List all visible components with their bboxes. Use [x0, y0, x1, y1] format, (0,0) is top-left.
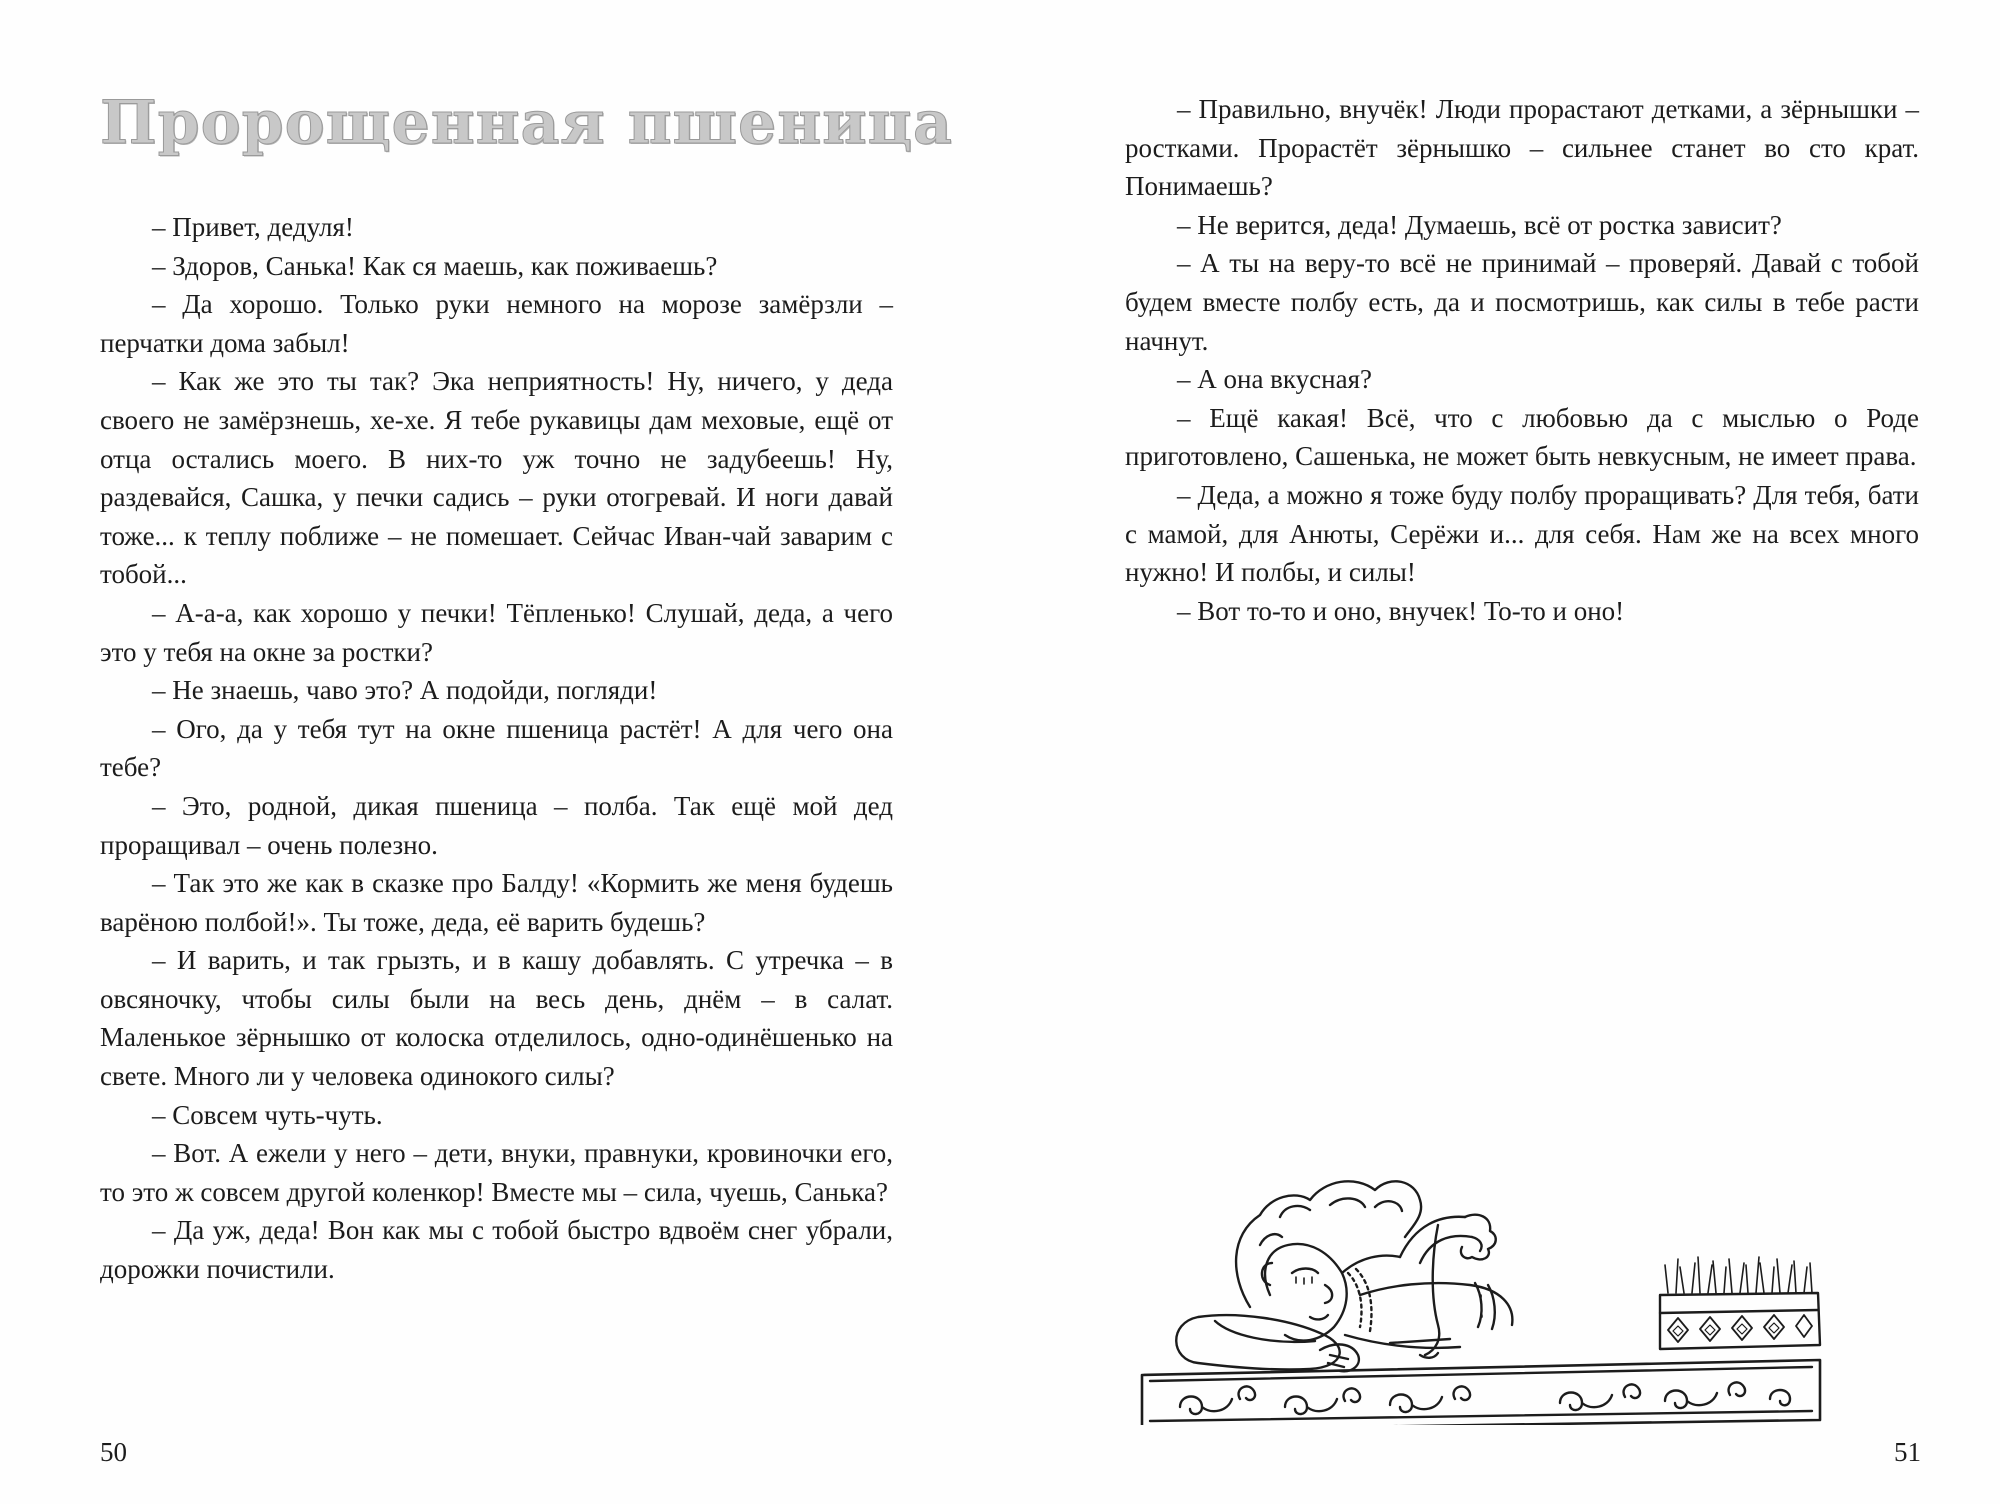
- chapter-title: Пророщенная пшеница: [100, 88, 953, 158]
- paragraph: – Как же это ты так? Эка неприятность! Ну, ничего, у деда своего не замёрзнешь, хе-хе. Я тебе рукавицы дам меховые, ещё от отца остались моего. В них-то уж точно не задубеешь! Ну, раздевайся, Сашка, у печки садись – руки отогревай. И ноги давай тоже... к теплу поближе – не помешает. Сейчас Иван-чай заварим с тобой...: [100, 366, 893, 590]
- right-page: [1000, 0, 2000, 1504]
- boy-sleeping-on-stove-icon: [1120, 1145, 1920, 1425]
- paragraph: – Вот то-то и оно, внучек! То-то и оно!: [1177, 595, 1625, 626]
- paragraph: – И варить, и так грызть, и в кашу добавлять. С утречка – в овсяночку, чтобы силы были на весь день, днём – в салат. Маленькое зёрнышко от колоска отделилось, одно-одинёшенько на свете. Много ли у человека одинокого силы?: [100, 945, 893, 1092]
- paragraph: – Да уж, деда! Вон как мы с тобой быстро вдвоём снег убрали, дорожки почистили.: [100, 1215, 893, 1285]
- paragraph: – Так это же как в сказке про Балду! «Кормить же меня будешь варёною полбой!». Ты тоже, деда, её варить будешь?: [100, 868, 893, 937]
- paragraph: – Ещё какая! Всё, что с любовью да с мыслью о Роде приготовлено, Сашенька, не может быть невкусным, не имеет права.: [1125, 402, 1919, 472]
- paragraph: – Не верится, деда! Думаешь, всё от ростка зависит?: [1177, 209, 1782, 240]
- left-page-text: [100, 208, 893, 1289]
- paragraph: – А ты на веру-то всё не принимай – проверяй. Давай с тобой будем вместе полбу есть, да и посмотришь, как силы в тебе расти начнут.: [1125, 248, 1919, 356]
- paragraph: – А она вкусная?: [1177, 364, 1372, 395]
- paragraph: – Здоров, Санька! Как ся маешь, как поживаешь?: [152, 250, 718, 281]
- pillow: [1176, 1315, 1339, 1369]
- paragraph: – Деда, а можно я тоже буду полбу проращивать? Для тебя, бати с мамой, для Анюты, Серёжи и... для себя. Нам же на всех много нужно! И полбы, и силы!: [1125, 479, 1919, 588]
- boy-body: [1342, 1256, 1512, 1348]
- paragraph: – Вот. А ежели у него – дети, внуки, правнуки, кровиночки его, то это ж совсем другой коленкор! Вместе мы – сила, чуешь, Санька?: [100, 1138, 893, 1207]
- paragraph: – Совсем чуть-чуть.: [152, 1099, 383, 1130]
- right-page-text: [1125, 90, 1919, 630]
- paragraph: – Это, родной, дикая пшеница – полба. Так ещё мой дед проращивал – очень полезно.: [100, 790, 893, 860]
- wheat-tray: [1660, 1257, 1820, 1349]
- paragraph: – Привет, дедуля!: [152, 212, 354, 242]
- paragraph: – Ого, да у тебя тут на окне пшеница растёт! А для чего она тебе?: [100, 713, 893, 783]
- paragraph: – Правильно, внучёк! Люди прорастают детками, а зёрнышки – ростками. Прорастёт зёрнышко – сильнее станет во сто крат. Понимаешь?: [1125, 94, 1919, 202]
- boy-head: [1236, 1181, 1421, 1340]
- paragraph: – Да хорошо. Только руки немного на морозе замёрзли – перчатки дома забыл!: [100, 289, 893, 358]
- page-number-right: 51: [1894, 1437, 1921, 1467]
- stove-bench: [1142, 1360, 1820, 1425]
- page-number-left: 50: [100, 1437, 127, 1467]
- paragraph: – А-а-а, как хорошо у печки! Тёпленько! Слушай, деда, а чего это у тебя на окне за ростки?: [100, 597, 893, 667]
- paragraph: – Не знаешь, чаво это? А подойди, погляди!: [152, 675, 658, 706]
